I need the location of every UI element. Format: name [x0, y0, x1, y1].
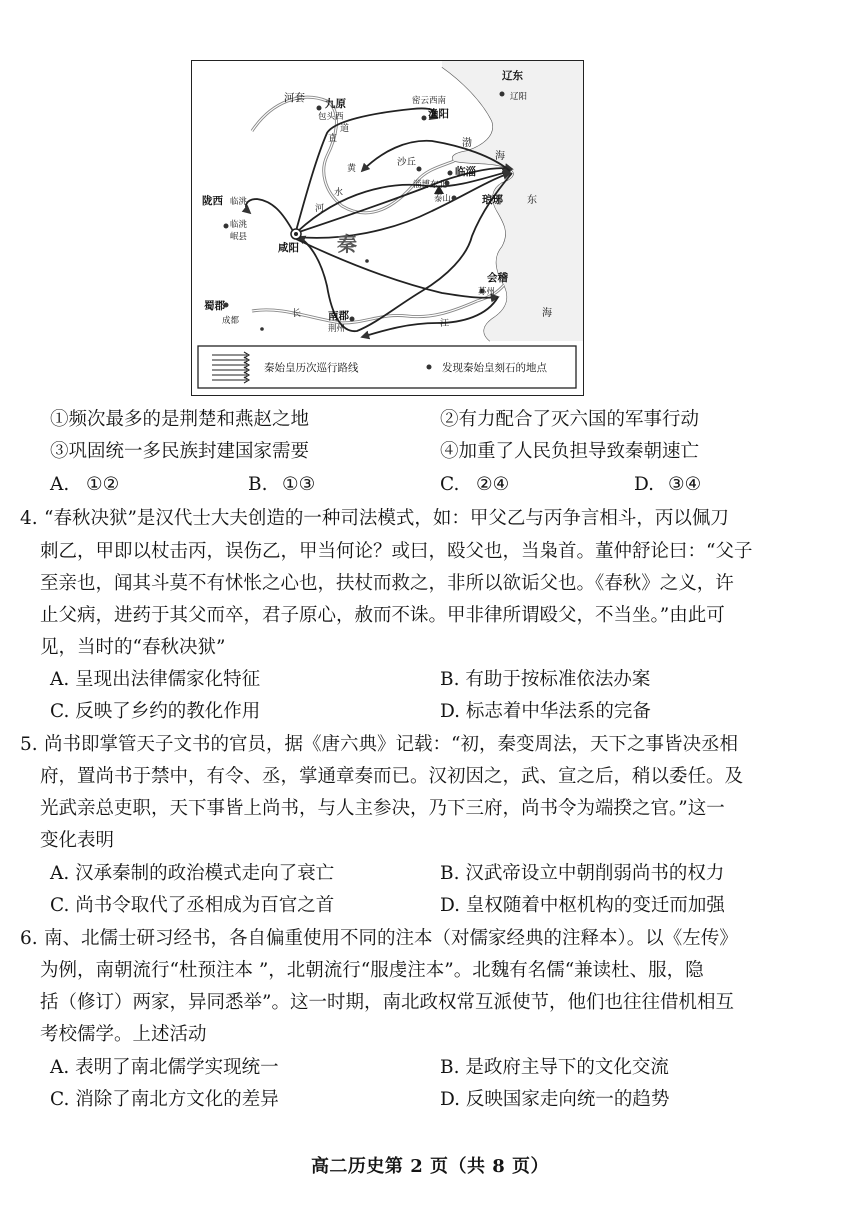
label-hai1: 海: [495, 151, 505, 162]
q5-option-b[interactable]: B. 汉武帝设立中朝削弱尚书的权力: [440, 863, 725, 884]
q3-statement-4: ④加重了人民负担导致秦朝速亡: [440, 441, 700, 462]
q4-line-1: “春秋决狱”是汉代士大夫创造的一种司法模式，如：甲父乙与丙争言相斗，丙以佩刀: [44, 508, 729, 529]
label-suzhou: 苏州: [478, 287, 496, 297]
q3-option-a-text[interactable]: ①②: [86, 474, 120, 495]
q5-line-4: 变化表明: [40, 830, 115, 851]
label-dong: 东: [527, 195, 537, 206]
q4-line-3: 至亲也，闻其斗莫不有怵怅之心也，扶杖而救之，非所以欲诟父也。《春秋》之义，许: [40, 573, 734, 594]
label-huang: 黄: [347, 164, 357, 174]
label-langye: 琅琊: [482, 194, 503, 206]
label-kuaiji: 会稽: [487, 272, 508, 284]
q3-option-c-text[interactable]: ②④: [476, 474, 510, 495]
label-linzi: 临淄: [455, 166, 476, 178]
q5-option-a[interactable]: A. 汉承秦制的政治模式走向了衰亡: [50, 863, 335, 884]
label-chengdu: 成都: [222, 316, 240, 326]
q5-line-2: 府，置尚书于禁中，有令、丞，掌通章奏而已。汉初因之，武、宣之后，稍以委任。及: [40, 766, 744, 787]
label-taishan: 泰山: [434, 194, 452, 204]
map-drawing: [192, 61, 583, 395]
q3-statement-3: ③巩固统一多民族封建国家需要: [50, 441, 310, 462]
q3-option-a-letter[interactable]: A.: [50, 474, 70, 495]
q4-number: 4.: [20, 508, 38, 529]
q4-line-2: 刺乙，甲即以杖击丙，误伤乙，甲当何论？或曰，殴父也，当枭首。董仲舒论曰：“父子: [40, 541, 753, 562]
legend-site-dot: [427, 365, 432, 370]
legend-site-label: 发现秦始皇刻石的地点: [442, 362, 547, 374]
q3-option-b-letter[interactable]: B.: [248, 474, 268, 495]
q6-option-d[interactable]: D. 反映国家走向统一的趋势: [440, 1089, 670, 1110]
legend-route-label: 秦始皇历次巡行路线: [264, 362, 359, 374]
q4-line-4: 止父病，进药于其父而卒，君子原心，赦而不诛。甲非律所谓殴父，不当坐。”由此可: [40, 605, 725, 626]
label-longxi: 陇西: [202, 195, 223, 207]
q5-option-c[interactable]: C. 尚书令取代了丞相成为百官之首: [50, 895, 335, 916]
q3-option-d-text[interactable]: ③④: [668, 474, 702, 495]
map-legend: [198, 346, 576, 388]
label-bo: 渤: [462, 138, 472, 149]
label-xianyang: 咸阳: [278, 242, 299, 254]
label-yuyang: 渔阳: [428, 108, 449, 120]
label-jiang: 江: [440, 319, 450, 329]
q6-line-3: 括（修订）两家，异同悉举”。这一时期，南北政权常互派使节，他们也往往借机相互: [40, 992, 734, 1013]
q4-option-a[interactable]: A. 呈现出法律儒家化特征: [50, 669, 261, 690]
q5-line-3: 光武亲总吏职，天下事皆上尚书，与人主参决，乃下三府，尚书令为端揆之官。”这一: [40, 798, 725, 819]
label-jingzhou: 荆州: [328, 324, 346, 334]
label-chang: 长: [292, 309, 302, 319]
label-minxian: 岷县: [230, 232, 248, 242]
q6-line-2: 为例，南朝流行“杜预注本 ”，北朝流行“服虔注本”。北魏有名儒“兼读杜、服，隐: [40, 960, 704, 981]
label-he: 河: [315, 204, 325, 214]
q3-statement-1: ①频次最多的是荆楚和燕赵之地: [50, 409, 310, 430]
q6-option-b[interactable]: B. 是政府主导下的文化交流: [440, 1057, 669, 1078]
q3-option-c-letter[interactable]: C.: [440, 474, 460, 495]
label-lintao1: 临洮: [230, 197, 248, 207]
q4-option-b[interactable]: B. 有助于按标准依法办案: [440, 669, 651, 690]
label-dao: 道: [340, 124, 350, 134]
q3-statement-2: ②有力配合了灭六国的军事行动: [440, 409, 700, 430]
label-qin: 秦: [337, 232, 357, 256]
label-shui: 水: [334, 188, 344, 198]
label-liaoyang: 辽阳: [510, 92, 528, 102]
q4-option-c[interactable]: C. 反映了乡约的教化作用: [50, 701, 261, 722]
label-hetao: 河套: [284, 92, 305, 104]
qin-tour-route-map: [191, 60, 584, 396]
label-hai2: 海: [542, 308, 552, 319]
q3-option-b-text[interactable]: ①③: [282, 474, 316, 495]
label-zhi: 直: [328, 134, 338, 144]
label-baotouxi: 包头西: [318, 112, 344, 122]
label-nanjun: 南郡: [328, 310, 349, 322]
label-zibodongbei: 淄博东北: [413, 180, 448, 190]
label-miyunxinan: 密云西南: [412, 96, 447, 106]
sea-shade: [442, 61, 583, 341]
q6-line-4: 考校儒学。上述活动: [40, 1024, 207, 1045]
q5-number: 5.: [20, 734, 38, 755]
label-liaodong: 辽东: [502, 70, 523, 82]
q4-option-d[interactable]: D. 标志着中华法系的完备: [440, 701, 651, 722]
q4-line-5: 见，当时的“春秋决狱”: [40, 637, 226, 658]
q5-option-d[interactable]: D. 皇权随着中枢机构的变迁而加强: [440, 895, 725, 916]
q6-option-c[interactable]: C. 消除了南北方文化的差异: [50, 1089, 279, 1110]
label-shaqiu: 沙丘: [397, 157, 417, 168]
q3-option-d-letter[interactable]: D.: [634, 474, 655, 495]
label-lintao2: 临洮: [230, 220, 248, 230]
carving-sites: [224, 92, 505, 331]
q6-option-a[interactable]: A. 表明了南北儒学实现统一: [50, 1057, 279, 1078]
q5-line-1: 尚书即掌管天子文书的官员，据《唐六典》记载：“初，秦变周法，天下之事皆决丞相: [44, 734, 738, 755]
q6-line-1: 南、北儒士研习经书，各自偏重使用不同的注本（对儒家经典的注释本）。以《左传》: [44, 928, 738, 949]
label-jiuyuan: 九原: [325, 98, 346, 110]
page-footer: 高二历史第 2 页（共 8 页）: [310, 1156, 550, 1177]
label-shujun: 蜀郡: [204, 300, 225, 312]
q6-number: 6.: [20, 928, 38, 949]
